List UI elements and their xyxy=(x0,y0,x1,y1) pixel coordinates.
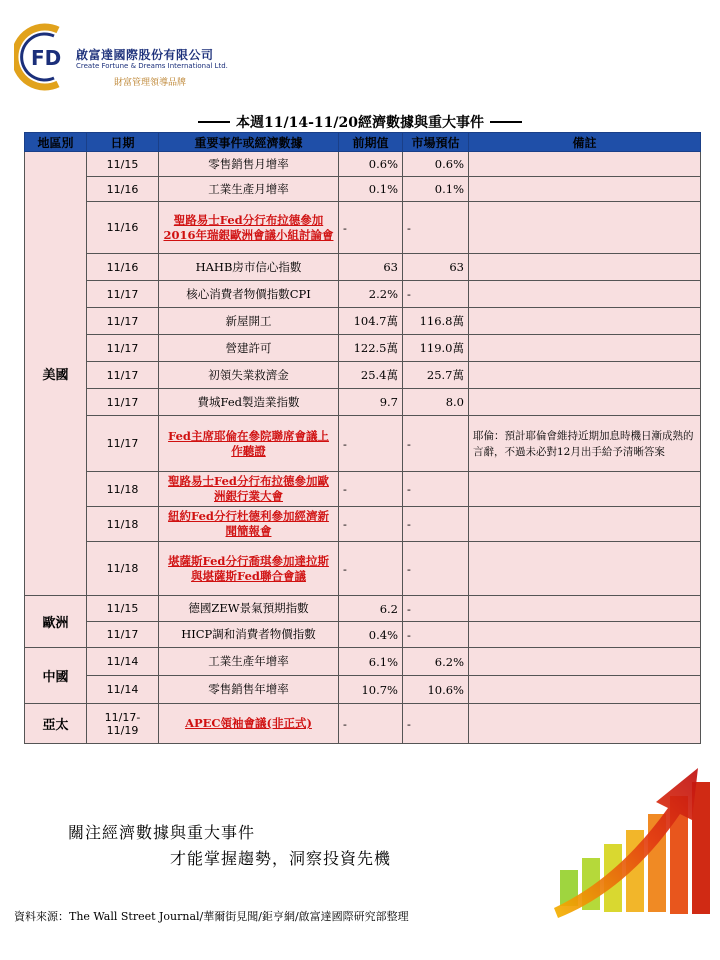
forecast-cell: 63 xyxy=(403,254,469,281)
table-row xyxy=(25,177,701,202)
note-cell xyxy=(469,622,701,648)
note-cell xyxy=(469,507,701,542)
table-row xyxy=(25,507,701,542)
date-cell: 11/18 xyxy=(87,542,159,596)
company-slogan: 財富管理領導品牌 xyxy=(114,78,187,88)
company-logo xyxy=(14,18,264,98)
forecast-cell: 0.1% xyxy=(403,177,469,202)
date-cell: 11/17 xyxy=(87,335,159,362)
title-dash-right xyxy=(490,121,522,123)
page-title-wrap xyxy=(0,108,720,132)
forecast-cell: - xyxy=(403,622,469,648)
date-cell: 11/17 xyxy=(87,362,159,389)
table-row xyxy=(25,281,701,308)
date-cell: 11/14 xyxy=(87,676,159,704)
table-row xyxy=(25,152,701,177)
date-cell: 11/15 xyxy=(87,152,159,177)
prev-cell: 9.7 xyxy=(339,389,403,416)
note-cell xyxy=(469,596,701,622)
event-cell: HAHB房市信心指數 xyxy=(159,254,339,281)
note-cell xyxy=(469,177,701,202)
table-row xyxy=(25,622,701,648)
region-cell: 美國 xyxy=(25,152,87,596)
event-cell: 聖路易士Fed分行布拉德參加2016年瑞銀歐洲會議小組討論會 xyxy=(159,202,339,254)
page-title-text: 本週11/14-11/20經濟數據與重大事件 xyxy=(236,115,484,131)
column-header: 重要事件或經濟數據 xyxy=(159,133,339,152)
note-cell xyxy=(469,648,701,676)
event-cell: 紐約Fed分行杜德利參加經濟新聞簡報會 xyxy=(159,507,339,542)
prev-cell: - xyxy=(339,704,403,744)
date-cell: 11/17 xyxy=(87,281,159,308)
note-cell xyxy=(469,542,701,596)
note-cell: 耶倫：預計耶倫會維持近期加息時機日漸成熟的言辭，不過未必對12月出手給予清晰答案 xyxy=(469,416,701,472)
prev-cell: 0.1% xyxy=(339,177,403,202)
prev-cell: - xyxy=(339,542,403,596)
note-cell xyxy=(469,281,701,308)
table-row xyxy=(25,202,701,254)
event-cell: 德國ZEW景氣預期指數 xyxy=(159,596,339,622)
table-row xyxy=(25,389,701,416)
note-cell xyxy=(469,152,701,177)
column-header: 地區別 xyxy=(25,133,87,152)
event-cell: 零售銷售月增率 xyxy=(159,152,339,177)
forecast-cell: 116.8萬 xyxy=(403,308,469,335)
forecast-cell: - xyxy=(403,542,469,596)
column-header: 前期值 xyxy=(339,133,403,152)
prev-cell: 63 xyxy=(339,254,403,281)
date-cell: 11/16 xyxy=(87,254,159,281)
table-row xyxy=(25,308,701,335)
column-header: 日期 xyxy=(87,133,159,152)
column-header: 市場預估 xyxy=(403,133,469,152)
date-cell: 11/17 xyxy=(87,389,159,416)
table-row xyxy=(25,596,701,622)
prev-cell: 10.7% xyxy=(339,676,403,704)
forecast-cell: - xyxy=(403,704,469,744)
forecast-cell: - xyxy=(403,472,469,507)
event-cell: 聖路易士Fed分行布拉德參加歐洲銀行業大會 xyxy=(159,472,339,507)
event-cell: 營建許可 xyxy=(159,335,339,362)
forecast-cell: - xyxy=(403,416,469,472)
table-row xyxy=(25,335,701,362)
date-cell: 11/18 xyxy=(87,507,159,542)
date-cell: 11/17 xyxy=(87,622,159,648)
footer-slogan-line2: 才能掌握趨勢，洞察投資先機 xyxy=(170,849,392,868)
forecast-cell: 0.6% xyxy=(403,152,469,177)
forecast-cell: 6.2% xyxy=(403,648,469,676)
date-cell: 11/17 xyxy=(87,416,159,472)
note-cell xyxy=(469,254,701,281)
forecast-cell: 8.0 xyxy=(403,389,469,416)
note-cell xyxy=(469,704,701,744)
event-cell: Fed主席耶倫在參院聯席會議上作聽證 xyxy=(159,416,339,472)
date-cell: 11/15 xyxy=(87,596,159,622)
prev-cell: 6.1% xyxy=(339,648,403,676)
title-dash-left xyxy=(198,121,230,123)
prev-cell: - xyxy=(339,202,403,254)
footer-slogan-line1: 關注經濟數據與重大事件 xyxy=(68,823,256,842)
table-row xyxy=(25,472,701,507)
prev-cell: 6.2 xyxy=(339,596,403,622)
table-row xyxy=(25,542,701,596)
forecast-cell: - xyxy=(403,596,469,622)
event-cell: APEC領袖會議(非正式) xyxy=(159,704,339,744)
date-cell: 11/17 xyxy=(87,308,159,335)
company-logo-icon xyxy=(14,22,76,92)
prev-cell: 104.7萬 xyxy=(339,308,403,335)
table-row xyxy=(25,704,701,744)
svg-text:FD: FD xyxy=(31,46,62,70)
note-cell xyxy=(469,472,701,507)
region-cell: 歐洲 xyxy=(25,596,87,648)
event-cell: 新屋開工 xyxy=(159,308,339,335)
event-cell: 零售銷售年增率 xyxy=(159,676,339,704)
date-cell: 11/16 xyxy=(87,177,159,202)
forecast-cell: 119.0萬 xyxy=(403,335,469,362)
forecast-cell: 10.6% xyxy=(403,676,469,704)
event-cell: 工業生產月增率 xyxy=(159,177,339,202)
region-cell: 亞太 xyxy=(25,704,87,744)
company-name-en: Create Fortune & Dreams International Ltd. xyxy=(76,62,228,70)
prev-cell: - xyxy=(339,472,403,507)
prev-cell: 25.4萬 xyxy=(339,362,403,389)
event-cell: 初領失業救濟金 xyxy=(159,362,339,389)
forecast-cell: 25.7萬 xyxy=(403,362,469,389)
forecast-cell: - xyxy=(403,281,469,308)
event-cell: 核心消費者物價指數CPI xyxy=(159,281,339,308)
note-cell xyxy=(469,308,701,335)
event-cell: 堪薩斯Fed分行喬琪參加達拉斯與堪薩斯Fed聯合會議 xyxy=(159,542,339,596)
prev-cell: - xyxy=(339,507,403,542)
prev-cell: 122.5萬 xyxy=(339,335,403,362)
date-cell: 11/16 xyxy=(87,202,159,254)
event-cell: HICP調和消費者物價指數 xyxy=(159,622,339,648)
prev-cell: - xyxy=(339,416,403,472)
note-cell xyxy=(469,335,701,362)
date-cell: 11/18 xyxy=(87,472,159,507)
event-cell: 費城Fed製造業指數 xyxy=(159,389,339,416)
table-row xyxy=(25,362,701,389)
source-note: 資料來源：The Wall Street Journal/華爾街見聞/鉅亨網/啟富達國際研究部整理 xyxy=(14,910,409,923)
table-row xyxy=(25,416,701,472)
table-row xyxy=(25,676,701,704)
table-header-row xyxy=(25,133,701,152)
events-table xyxy=(24,132,701,744)
growth-chart-icon xyxy=(548,758,718,928)
column-header: 備註 xyxy=(469,133,701,152)
date-cell: 11/17-11/19 xyxy=(87,704,159,744)
company-name: 啟富達國際股份有限公司 xyxy=(76,48,214,62)
date-cell: 11/14 xyxy=(87,648,159,676)
note-cell xyxy=(469,362,701,389)
prev-cell: 0.4% xyxy=(339,622,403,648)
note-cell xyxy=(469,202,701,254)
table-row xyxy=(25,648,701,676)
forecast-cell: - xyxy=(403,202,469,254)
table-row xyxy=(25,254,701,281)
prev-cell: 0.6% xyxy=(339,152,403,177)
forecast-cell: - xyxy=(403,507,469,542)
prev-cell: 2.2% xyxy=(339,281,403,308)
region-cell: 中國 xyxy=(25,648,87,704)
note-cell xyxy=(469,676,701,704)
note-cell xyxy=(469,389,701,416)
event-cell: 工業生產年增率 xyxy=(159,648,339,676)
page-title xyxy=(198,112,522,132)
